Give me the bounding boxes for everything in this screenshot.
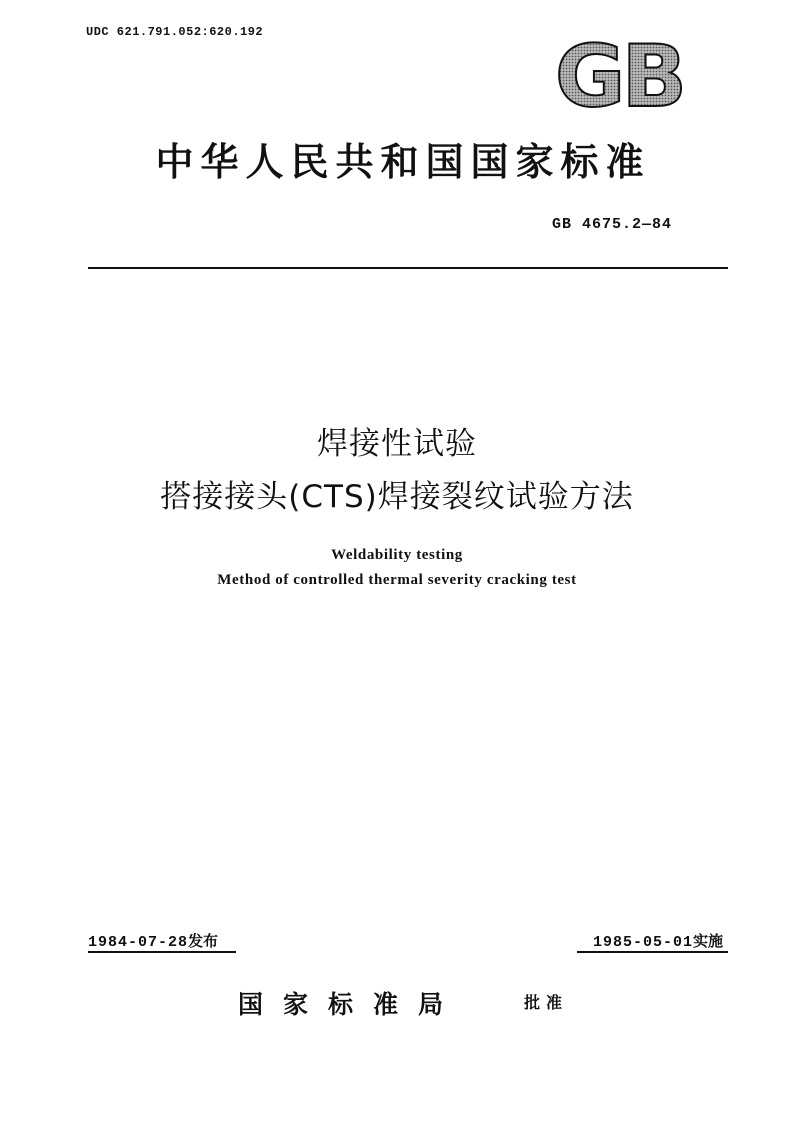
english-title-line1: Weldability testing <box>331 547 463 563</box>
national-standard-title: 中华人民共和国国家标准 <box>155 140 651 184</box>
issue-date-underline <box>88 951 236 953</box>
gb-logo <box>541 34 697 114</box>
effective-date-block <box>593 930 723 951</box>
chinese-title-line1: 焊接性试验 <box>317 426 477 462</box>
effective-date: 1985-05-01 <box>592 934 693 951</box>
effective-date-underline <box>577 951 728 953</box>
issue-date-block <box>88 930 218 951</box>
issue-label: 发布 <box>188 932 219 950</box>
standard-number: GB 4675.2—84 <box>552 216 673 233</box>
issue-date: 1984-07-28 <box>88 934 189 951</box>
english-title-line2: Method of controlled thermal severity cracking test <box>217 572 577 588</box>
udc-code: UDC 621.791.052:620.192 <box>86 25 264 39</box>
effective-label: 实施 <box>692 932 723 950</box>
chinese-title-line2: 搭接接头(CTS)焊接裂纹试验方法 <box>160 479 634 515</box>
approval-label: 批准 <box>524 993 569 1012</box>
issuing-authority: 国家标准局 <box>238 990 464 1019</box>
header-divider <box>88 267 728 269</box>
gb-logo-text: GB <box>554 34 684 114</box>
